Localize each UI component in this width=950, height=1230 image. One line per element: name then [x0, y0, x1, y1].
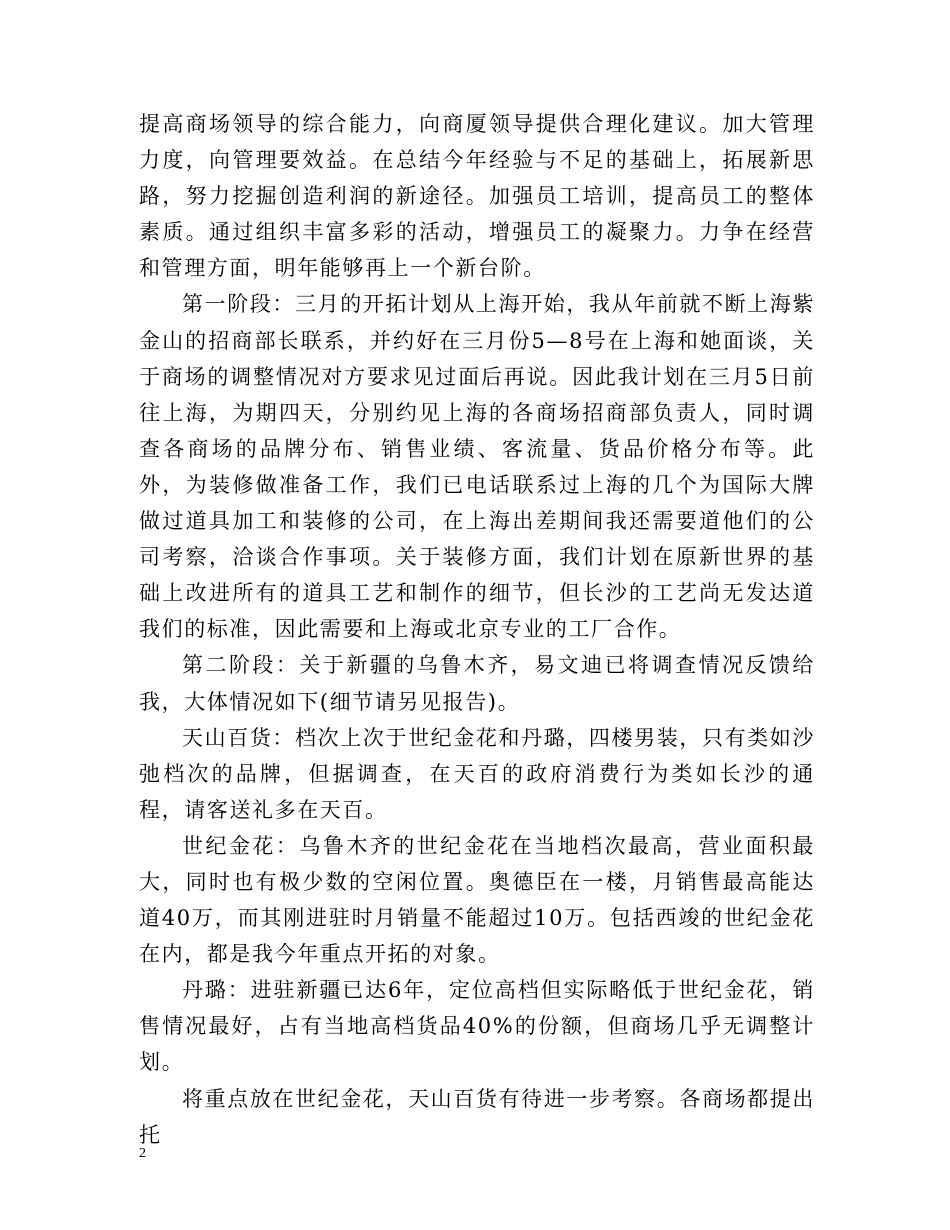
paragraph-6: 丹璐：进驻新疆已达6年，定位高档但实际略低于世纪金花，销售情况最好，占有当地高档货品40%的份额，但商场几乎无调整计划。 — [139, 978, 815, 1075]
paragraph-3: 第二阶段：关于新疆的乌鲁木齐，易文迪已将调查情况反馈给我，大体情况如下(细节请另见报告)。 — [139, 653, 815, 714]
paragraph-7: 将重点放在世纪金花，天山百货有待进一步考察。各商场都提出托 — [139, 1086, 815, 1147]
paragraph-2: 第一阶段：三月的开拓计划从上海开始，我从年前就不断上海紫金山的招商部长联系，并约好在三月份5—8号在上海和她面谈，关于商场的调整情况对方要求见过面后再说。因此我计划在三月5日前往上海，为期四天，分别约见上海的各商场招商部负责人，同时调查各商场的品牌分布、销售业绩、客流量、货品价格分布等。此外，为装修做准备工作，我们已电话联系过上海的几个为国际大牌做过道具加工和装修的公司，在上海出差期间我还需要道他们的公司考察，洽谈合作事项。关于装修方面，我们计划在原新世界的基础上改进所有的道具工艺和制作的细节，但长沙的工艺尚无发达道我们的标准，因此需要和上海或北京专业的工厂合作。 — [139, 292, 815, 642]
page-number: 2 — [139, 1146, 146, 1161]
paragraph-1: 提高商场领导的综合能力，向商厦领导提供合理化建议。加大管理力度，向管理要效益。在总结今年经验与不足的基础上，拓展新思路，努力挖掘创造利润的新途径。加强员工培训，提高员工的整体素质。通过组织丰富多彩的活动，增强员工的凝聚力。力争在经营和管理方面，明年能够再上一个新台阶。 — [139, 112, 815, 281]
paragraph-5: 世纪金花：乌鲁木齐的世纪金花在当地档次最高，营业面积最大，同时也有极少数的空闲位置。奥德臣在一楼，月销售最高能达道40万，而其刚进驻时月销量不能超过10万。包括西竣的世纪金花在内，都是我今年重点开拓的对象。 — [139, 833, 815, 967]
document-body — [139, 106, 815, 1153]
paragraph-4: 天山百货：档次上次于世纪金花和丹璐，四楼男装，只有类如沙弛档次的品牌，但据调查，在天百的政府消费行为类如长沙的通程，请客送礼多在天百。 — [139, 725, 815, 822]
